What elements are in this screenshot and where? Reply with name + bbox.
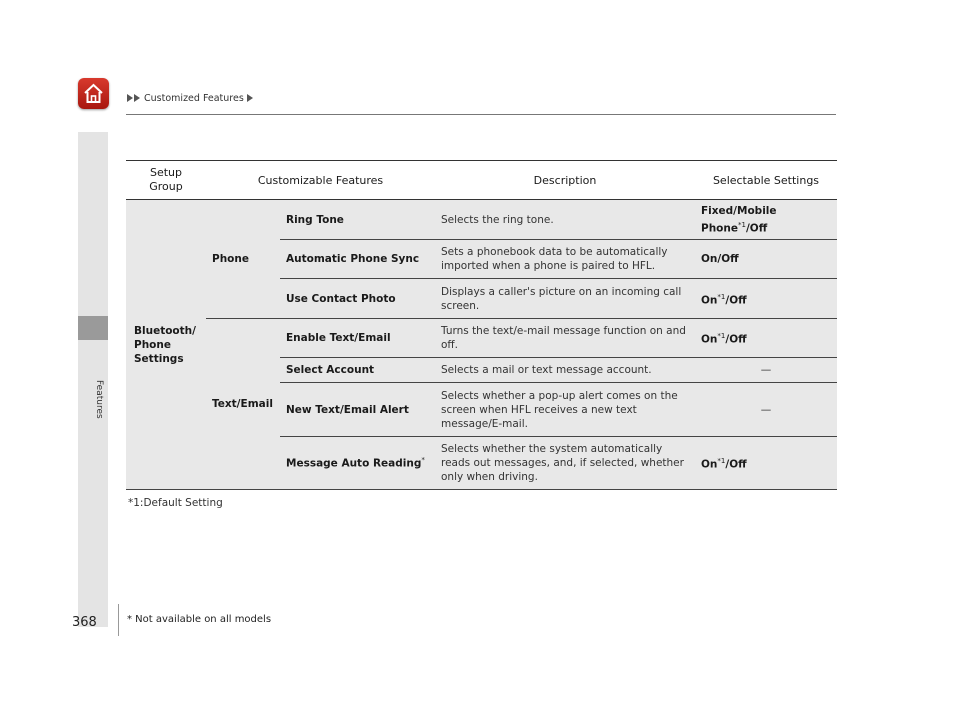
subgroup-text-email: Text/Email (206, 319, 280, 490)
side-tab-label-box (88, 380, 108, 440)
side-tab-marker[interactable] (78, 316, 108, 340)
feature-name: Automatic Phone Sync (280, 240, 435, 279)
feature-name: New Text/Email Alert (280, 383, 435, 437)
subgroup-phone: Phone (206, 200, 280, 319)
feature-name: Select Account (280, 358, 435, 383)
breadcrumb-label[interactable]: Customized Features (144, 93, 244, 104)
feature-settings: — (695, 358, 837, 383)
breadcrumb-arrow-icon (247, 94, 253, 102)
table-header-row (126, 161, 837, 200)
feature-settings: On$^{*1}$/Off (695, 319, 837, 358)
feature-description: Displays a caller's picture on an incoming call screen. (435, 279, 695, 319)
footnote: * Not available on all models (127, 614, 272, 625)
feature-settings: — (695, 383, 837, 437)
feature-settings: Fixed/Mobile Phone$^{*1}$/Off (695, 200, 837, 240)
side-tab-label: Features (94, 380, 104, 419)
page-number: 368 (72, 615, 97, 630)
feature-description: Turns the text/e-mail message function on and off. (435, 319, 695, 358)
header-selectable-settings: Selectable Settings (695, 161, 837, 200)
feature-name: Enable Text/Email (280, 319, 435, 358)
header-customizable-features: Customizable Features (206, 161, 435, 200)
feature-description: Sets a phonebook data to be automatically imported when a phone is paired to HFL. (435, 240, 695, 279)
customizable-features-table (126, 160, 837, 490)
feature-settings: On$^{*1}$/Off (695, 437, 837, 490)
feature-name: Use Contact Photo (280, 279, 435, 319)
breadcrumb[interactable] (127, 93, 254, 104)
feature-description: Selects whether a pop-up alert comes on the screen when HFL receives a new text message/E-mail. (435, 383, 695, 437)
table-row (126, 200, 837, 240)
default-setting-note: *1:Default Setting (128, 497, 223, 509)
header-setup-group: Setup Group (126, 161, 206, 200)
setup-group-cell: Bluetooth/ Phone Settings (126, 200, 206, 490)
table-row (126, 319, 837, 358)
feature-settings: On/Off (695, 240, 837, 279)
feature-description: Selects whether the system automatically reads out messages, and, if selected, whether only when driving. (435, 437, 695, 490)
feature-description: Selects a mail or text message account. (435, 358, 695, 383)
home-icon (82, 82, 105, 105)
feature-settings: On$^{*1}$/Off (695, 279, 837, 319)
feature-description: Selects the ring tone. (435, 200, 695, 240)
header-rule (126, 114, 836, 115)
feature-name: Message Auto Reading* (280, 437, 435, 490)
header-description: Description (435, 161, 695, 200)
footnote-separator (118, 604, 119, 636)
breadcrumb-arrow-icon (134, 94, 140, 102)
breadcrumb-arrow-icon (127, 94, 133, 102)
home-button[interactable] (78, 78, 109, 109)
feature-name: Ring Tone (280, 200, 435, 240)
